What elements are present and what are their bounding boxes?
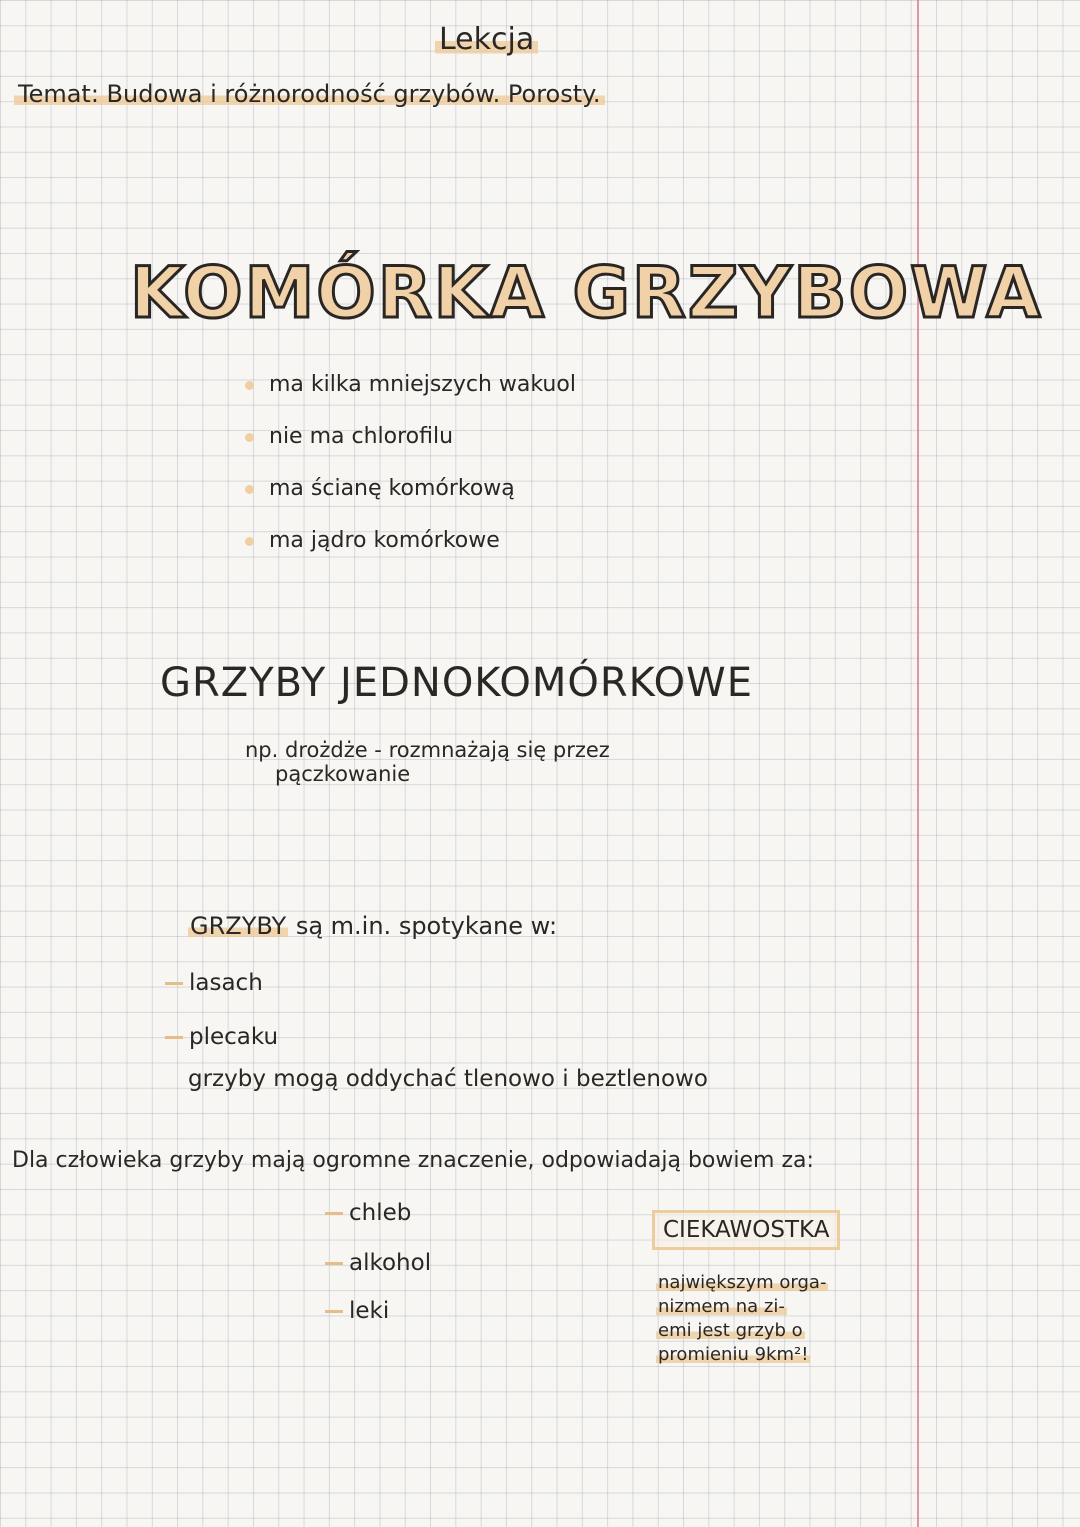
- list-item: [245, 372, 576, 424]
- list-item-text: chleb: [349, 1200, 412, 1226]
- topic-line: [14, 80, 605, 108]
- topic-line-text: Temat: Budowa i różnorodność grzybów. Porosty.: [14, 80, 605, 108]
- fun-fact-line: [656, 1296, 787, 1317]
- fun-fact-line-text: największym orga-: [658, 1272, 827, 1293]
- fun-fact-line-text: nizmem na zi-: [658, 1296, 785, 1317]
- dash-icon: [165, 1036, 183, 1039]
- dash-icon: [325, 1310, 343, 1313]
- fun-fact-line-text: emi jest grzyb o: [658, 1320, 803, 1341]
- habitats-intro-word: GRZYBY: [190, 912, 287, 940]
- fungal-cell-list: [245, 372, 576, 580]
- margin-line: [917, 0, 919, 1527]
- list-item-text: plecaku: [189, 1024, 279, 1050]
- fun-fact-line: [656, 1320, 805, 1341]
- bullet-dot-icon: [245, 381, 254, 390]
- list-item: [325, 1250, 431, 1276]
- fun-fact-line-text: promieniu 9km²!: [658, 1344, 809, 1365]
- list-item: [325, 1200, 411, 1226]
- lesson-label-text: Lekcja: [435, 22, 538, 57]
- list-item-text: nie ma chlorofilu: [269, 424, 454, 449]
- heading-fungal-cell: KOMÓRKA GRZYBOWA: [130, 252, 1043, 334]
- fun-fact-line: [656, 1272, 828, 1293]
- list-item: [245, 424, 576, 476]
- list-item: [165, 970, 263, 996]
- list-item-text: ma ścianę komórkową: [269, 476, 515, 501]
- dash-icon: [165, 982, 183, 985]
- bullet-dot-icon: [245, 433, 254, 442]
- list-item: [245, 528, 576, 580]
- bullet-dot-icon: [245, 485, 254, 494]
- yeast-note-line-2: pączkowanie: [275, 762, 411, 786]
- list-item-text: alkohol: [349, 1250, 432, 1276]
- list-item: [325, 1298, 389, 1324]
- importance-note: Dla człowieka grzyby mają ogromne znaczenie, odpowiadają bowiem za:: [12, 1148, 814, 1173]
- list-item: [165, 1024, 278, 1050]
- dash-icon: [325, 1262, 343, 1265]
- heading-unicellular-fungi: GRZYBY JEDNOKOMÓRKOWE: [160, 660, 753, 706]
- lesson-label: [435, 22, 538, 57]
- fun-fact-box: [650, 1210, 845, 1385]
- respiration-note: grzyby mogą oddychać tlenowo i beztlenowo: [188, 1066, 708, 1092]
- list-item-text: lasach: [189, 970, 263, 996]
- dash-icon: [325, 1212, 343, 1215]
- list-item: [245, 476, 576, 528]
- fun-fact-title: CIEKAWOSTKA: [652, 1210, 840, 1250]
- list-item-text: leki: [349, 1298, 390, 1324]
- bullet-dot-icon: [245, 537, 254, 546]
- list-item-text: ma kilka mniejszych wakuol: [269, 372, 576, 397]
- list-item-text: ma jądro komórkowe: [269, 528, 500, 553]
- habitats-intro-rest: są m.in. spotykane w:: [295, 912, 558, 940]
- fun-fact-line: [656, 1344, 810, 1365]
- habitats-intro: [188, 912, 557, 940]
- yeast-note-line-1: np. drożdże - rozmnażają się przez: [245, 738, 610, 762]
